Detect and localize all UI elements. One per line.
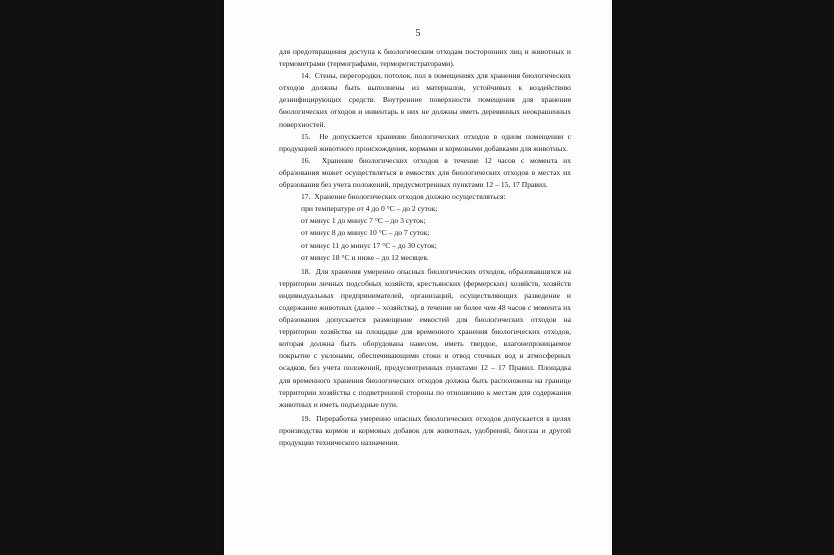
storage-condition-item: от минус 8 до минус 10 °С – до 7 суток;	[301, 228, 430, 238]
storage-condition-item: от минус 1 до минус 7 °С – до 3 суток;	[301, 216, 426, 226]
paragraph-17: 17. Хранение биологических отходов должно осуществляться:	[301, 192, 506, 202]
storage-condition-item: от минус 18 °С и ниже – до 12 месяцев.	[301, 252, 429, 262]
page-text-block	[279, 46, 571, 449]
paragraph-18: 18. Для хранения умеренно опасных биологических отходов, образовавшихся на территории личных подсобных хозяйств, крестьянских (фермерских) хозяйств, хозяйств индивидуальных предпринимателей, организаций, осуществляющих разведение и содержание животных (далее – хозяйства), в течение не более чем 48 часов с момента их образования допускается размещение емкостей для биологических отходов на территории хозяйства на площадке для временного хранения биологических отходов, которая должна быть оборудована навесом, иметь твердое, влагонепроницаемое покрытие с уклонами, обеспечивающими стоки и отвод сточных вод и атмосферных осадков, без учета положений, предусмотренных пунктами 12 – 17 Правил. Площадка для временного хранения биологических отходов должна быть расположена на границе территории хозяйства с подветренной стороны по отношению к местам для содержания животных и иметь подъездные пути.	[279, 266, 571, 409]
paragraph-14: 14. Стены, перегородки, потолок, пол в помещениях для хранения биологических отходов должны быть выполнены из материалов, устойчивых к воздействию дезинфицирующих средств. Внутренние поверхности помещения для хранения биологических отходов и инвентарь в них не должны иметь деревянных неокрашенных поверхностей.	[279, 71, 571, 129]
paragraph-19: 19. Переработка умеренно опасных биологических отходов допускается в целях производства кормов и кормовых добавок для животных, удобрений, биогаза и другой продукции технического назначения.	[279, 413, 571, 447]
paragraph-15: 15. Не допускается хранение биологических отходов в одном помещении с продукцией животного происхождения, кормами и кормовыми добавками для животных.	[279, 131, 571, 153]
storage-condition-item: от минус 11 до минус 17 °С – до 30 суток;	[301, 240, 437, 250]
paragraph-continuation: для предотвращения доступа к биологическим отходам посторонних лиц и животных и термометрами (термографами, терморегистраторами).	[279, 47, 571, 69]
paragraph-16: 16. Хранение биологических отходов в течение 12 часов с момента их образования может осуществляться в емкостях для биологических отходов в местах их образования без учета положений, предусмотренных пунктами 12 – 15, 17 Правил.	[279, 155, 571, 190]
storage-condition-item: при температуре от 4 до 0 °С – до 2 суток;	[301, 204, 438, 214]
page-number: 5	[415, 28, 421, 39]
document-page	[224, 0, 612, 555]
